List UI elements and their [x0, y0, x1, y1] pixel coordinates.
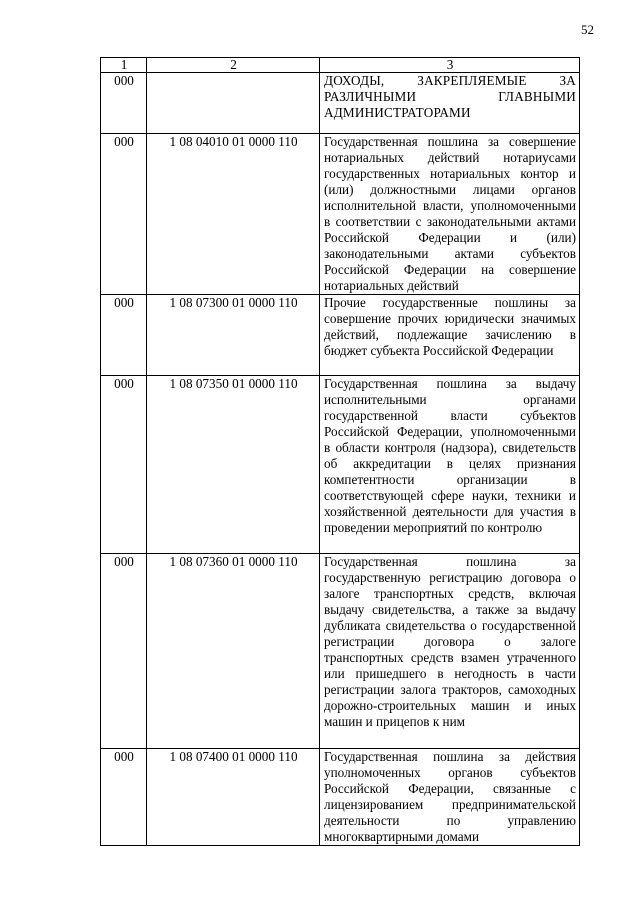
admin-code-cell: 000 — [101, 73, 147, 134]
budget-code-cell: 1 08 07350 01 0000 110 — [147, 376, 320, 554]
description-cell: Государственная пошлина за действия уполномоченных органов субъектов Российской Федерации, связанные с лицензированием предпринимательской деятельности по управлению многоквартирными домами — [320, 749, 580, 846]
table-row — [101, 376, 580, 554]
table-row — [101, 749, 580, 846]
table-row — [101, 554, 580, 749]
description-cell: Государственная пошлина за государственную регистрацию договора о залоге транспортных средств, включая выдачу свидетельства, а также за выдачу дубликата свидетельства о государственной регистрации договора о залоге транспортных средств взамен утраченного или пришедшего в негодность в части регистрации залога тракторов, самоходных дорожно-строительных машин и иных машин и прицепов к ним — [320, 554, 580, 749]
admin-code-cell: 000 — [101, 749, 147, 846]
description-cell: Государственная пошлина за совершение нотариальных действий нотариусами государственных нотариальных контор и (или) должностными лицами органов исполнительной власти, уполномоченными в соответствии с законодательными актами Российской Федерации и (или) законодательными актами субъектов Российской Федерации на совершение нотариальных действий — [320, 134, 580, 295]
table-row — [101, 295, 580, 376]
admin-code-cell: 000 — [101, 554, 147, 749]
table-row — [101, 73, 580, 134]
column-header-2: 2 — [147, 58, 320, 73]
budget-code-cell: 1 08 07300 01 0000 110 — [147, 295, 320, 376]
section-heading-cell: ДОХОДЫ, ЗАКРЕПЛЯЕМЫЕ ЗА РАЗЛИЧНЫМИ ГЛАВНЫМИ АДМИНИСТРАТОРАМИ — [320, 73, 580, 134]
budget-code-cell — [147, 73, 320, 134]
page-number: 52 — [581, 22, 594, 37]
table-header-row — [101, 58, 580, 73]
budget-code-cell: 1 08 07360 01 0000 110 — [147, 554, 320, 749]
revenue-codes-table — [100, 57, 580, 846]
admin-code-cell: 000 — [101, 376, 147, 554]
column-header-3: 3 — [320, 58, 580, 73]
description-cell: Прочие государственные пошлины за совершение прочих юридически значимых действий, подлежащие зачислению в бюджет субъекта Российской Федерации — [320, 295, 580, 376]
admin-code-cell: 000 — [101, 295, 147, 376]
column-header-1: 1 — [101, 58, 147, 73]
description-cell: Государственная пошлина за выдачу исполнительными органами государственной власти субъектов Российской Федерации, уполномоченными в области контроля (надзора), свидетельств об аккредитации в целях признания компетентности организации в соответствующей сфере науки, техники и хозяйственной деятельности для участия в проведении мероприятий по контролю — [320, 376, 580, 554]
table-row — [101, 134, 580, 295]
admin-code-cell: 000 — [101, 134, 147, 295]
budget-code-cell: 1 08 07400 01 0000 110 — [147, 749, 320, 846]
budget-code-cell: 1 08 04010 01 0000 110 — [147, 134, 320, 295]
